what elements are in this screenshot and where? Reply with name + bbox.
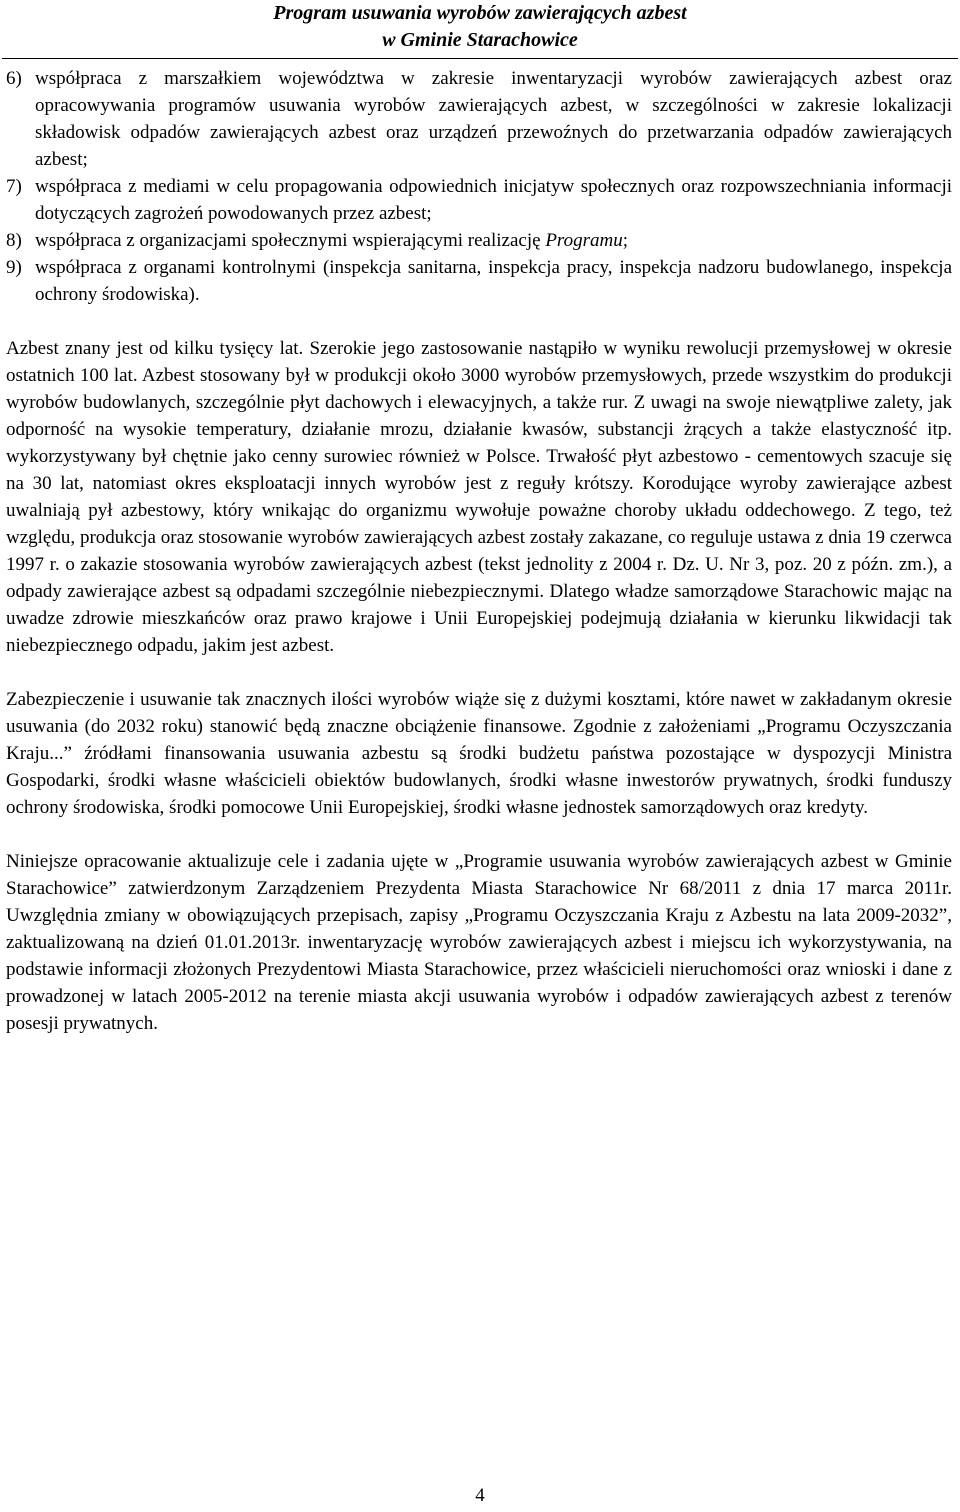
list-item-number: 8) (6, 230, 22, 251)
paragraph-financing: Zabezpieczenie i usuwanie tak znacznych ilości wyrobów wiąże się z dużymi kosztami, które nawet w zakładanym okresie usuwania (do 2032 roku) stanowić będą znaczne obciążenie finansowe. Zgodnie z założeniami „Programu Oczyszczania Kraju...” źródłami finansowania usuwania azbestu są środki budżetu państwa pozostające w dyspozycji Ministra Gospodarki, środki własne właścicieli obiektów budowlanych, środki własne inwestorów prywatnych, środki funduszy ochrony środowiska, środki pomocowe Unii Europejskiej, środki własne jednostek samorządowych oraz kredyty. (6, 689, 952, 818)
header-title-line-1: Program usuwania wyrobów zawierających azbest (273, 2, 687, 24)
header-title-line-2: w Gminie Starachowice (382, 29, 578, 51)
list-item-text: współpraca z marszałkiem województwa w zakresie inwentaryzacji wyrobów zawierających azbest oraz opracowywania programów usuwania wyrobów zawierających azbest, w szczególności w zakresie lokalizacji składowisk odpadów zawierających azbest oraz urządzeń przewoźnych do przetwarzania odpadów zawierających azbest; (35, 68, 952, 170)
paragraph-asbestus-history: Azbest znany jest od kilku tysięcy lat. Szerokie jego zastosowanie nastąpiło w wyniku rewolucji przemysłowej w okresie ostatnich 100 lat. Azbest stosowany był w produkcji około 3000 wyrobów przemysłowych, przede wszystkim do produkcji wyrobów budowlanych, szczególnie płyt dachowych i elewacyjnych, a także rur. Z uwagi na swoje niewątpliwe zalety, jak odporność na wysokie temperatury, działanie mrozu, działanie kwasów, substancji żrących a także elastyczność itp. wykorzystywany był chętnie jako cenny surowiec również w Polsce. Trwałość płyt azbestowo - cementowych szacuje się na 30 lat, natomiast okres eksploatacji innych wyrobów jest z reguły krótszy. Korodujące wyroby zawierające azbest uwalniają pył azbestowy, który wnikając do organizmu wywołuje poważne choroby układu oddechowego. Z tego, też względu, produkcja oraz stosowanie wyrobów zawierających azbest zostały zakazane, co reguluje ustawa z dnia 19 czerwca 1997 r. o zakazie stosowania wyrobów zawierających azbest (tekst jednolity z 2004 r. Dz. U. Nr 3, poz. 20 z późn. zm.), a odpady zawierające azbest są odpadami szczególnie niebezpiecznymi. Dlatego władze samorządowe Starachowic mając na uwadze zdrowie mieszkańców oraz prawo krajowe i Unii Europejskiej podejmują działania w kierunku likwidacji tak niebezpiecznego odpadu, jakim jest azbest. (6, 338, 952, 656)
list-item-number: 7) (6, 176, 22, 197)
page-header (0, 0, 960, 58)
cooperation-list (6, 65, 952, 308)
list-item (6, 173, 952, 227)
header-divider (2, 58, 958, 59)
paragraph-spacer (6, 821, 952, 848)
document-body (6, 65, 952, 1037)
list-item-number: 9) (6, 257, 22, 278)
list-item-number: 6) (6, 68, 22, 89)
list-item-italic-term: Programu (545, 230, 623, 251)
page-number: 4 (475, 1485, 485, 1506)
list-item (6, 227, 952, 254)
paragraph-spacer (6, 659, 952, 686)
list-item-text-end: ; (622, 230, 629, 251)
list-item-text: współpraca z organami kontrolnymi (inspekcja sanitarna, inspekcja pracy, inspekcja nadzoru budowlanego, inspekcja ochrony środowiska). (35, 257, 952, 305)
list-item (6, 65, 952, 173)
list-item-text: współpraca z mediami w celu propagowania odpowiednich inicjatyw społecznych oraz rozpowszechniania informacji dotyczących zagrożeń powodowanych przez azbest; (35, 176, 952, 224)
list-item (6, 254, 952, 308)
paragraph-spacer (6, 308, 952, 335)
list-item-text: współpraca z organizacjami społecznymi wspierającymi realizację (35, 230, 546, 251)
paragraph-program-update: Niniejsze opracowanie aktualizuje cele i zadania ujęte w „Programie usuwania wyrobów zawierających azbest w Gminie Starachowice” zatwierdzonym Zarządzeniem Prezydenta Miasta Starachowice Nr 68/2011 z dnia 17 marca 2011r. Uwzględnia zmiany w obowiązujących przepisach, zapisy „Programu Oczyszczania Kraju z Azbestu na lata 2009-2032”, zaktualizowaną na dzień 01.01.2013r. inwentaryzację wyrobów zawierających azbest i miejscu ich wykorzystywania, na podstawie informacji złożonych Prezydentowi Miasta Starachowice, przez właścicieli nieruchomości oraz wnioski i dane z prowadzonej w latach 2005-2012 na terenie miasta akcji usuwania wyrobów i odpadów zawierających azbest z terenów posesji prywatnych. (6, 851, 952, 1034)
